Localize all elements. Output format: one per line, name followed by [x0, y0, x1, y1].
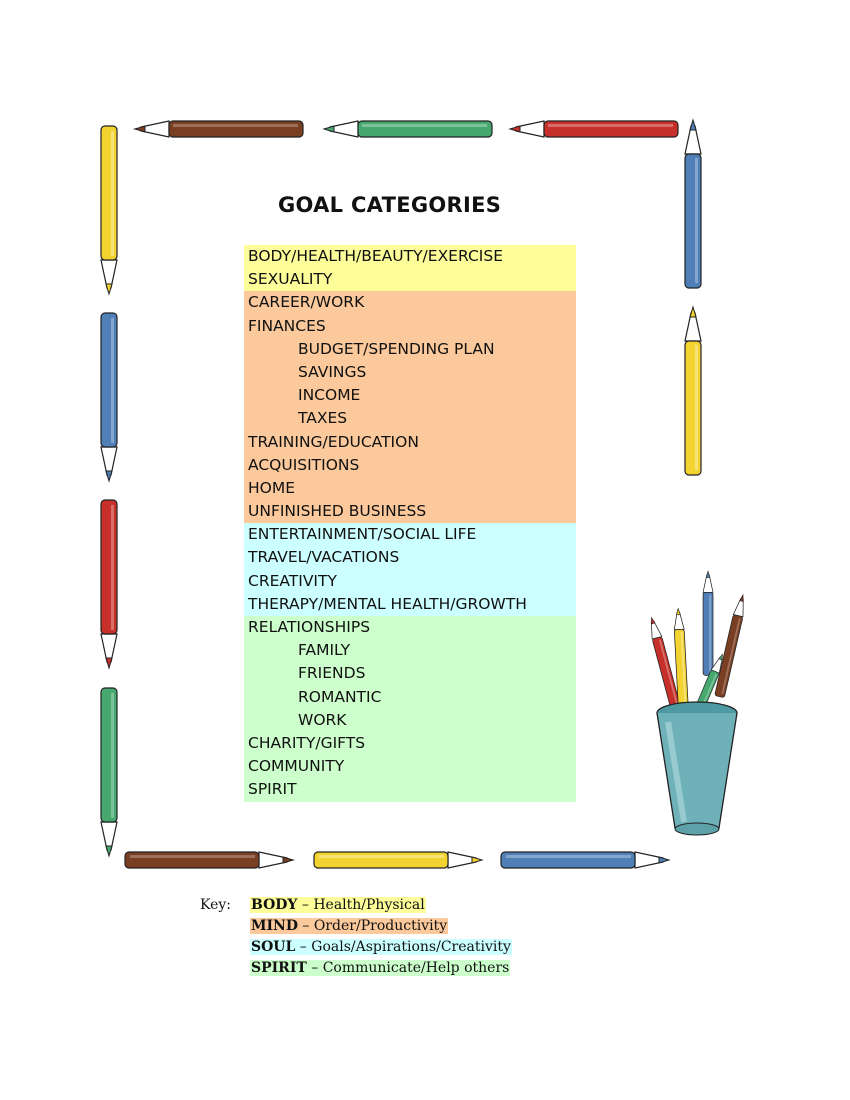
pencil-right-blue	[685, 120, 701, 288]
pencil-bottom-blue	[501, 852, 669, 868]
key-description: – Order/Productivity	[297, 918, 448, 934]
category-item: CREATIVITY	[244, 570, 576, 593]
category-item: CHARITY/GIFTS	[244, 732, 576, 755]
category-item: UNFINISHED BUSINESS	[244, 500, 576, 523]
pencil-left-red	[101, 500, 117, 668]
category-item: TAXES	[244, 407, 576, 430]
key-label: Key:	[200, 897, 231, 913]
pencil-left-green	[101, 688, 117, 856]
key-item-spirit	[250, 958, 512, 979]
pencil-right-yellow	[685, 307, 701, 475]
pencil-left-blue	[101, 313, 117, 481]
category-item: BUDGET/SPENDING PLAN	[244, 338, 576, 361]
category-item: COMMUNITY	[244, 755, 576, 778]
key-description: – Health/Physical	[297, 897, 425, 913]
pencil-top-red	[510, 121, 678, 137]
category-item: SPIRIT	[244, 778, 576, 801]
category-item: TRAVEL/VACATIONS	[244, 546, 576, 569]
key-description: – Communicate/Help others	[306, 960, 510, 976]
key-highlight	[250, 939, 512, 955]
goal-category-list	[244, 245, 576, 802]
category-item: HOME	[244, 477, 576, 500]
key-item-soul	[250, 937, 512, 958]
pencil-cup-illustration	[647, 571, 748, 835]
category-item: WORK	[244, 709, 576, 732]
key-highlight	[250, 918, 448, 934]
category-item: FAMILY	[244, 639, 576, 662]
category-item: ROMANTIC	[244, 686, 576, 709]
category-item: TRAINING/EDUCATION	[244, 431, 576, 454]
category-item: BODY/HEALTH/BEAUTY/EXERCISE	[244, 245, 576, 268]
key-highlight	[250, 897, 426, 913]
category-item: FRIENDS	[244, 662, 576, 685]
pencil-left-yellow	[101, 126, 117, 294]
key-item-mind	[250, 916, 512, 937]
category-item: ENTERTAINMENT/SOCIAL LIFE	[244, 523, 576, 546]
category-item: FINANCES	[244, 315, 576, 338]
category-item: SAVINGS	[244, 361, 576, 384]
key-description: – Goals/Aspirations/Creativity	[295, 939, 511, 955]
key-highlight	[250, 960, 510, 976]
key-items	[250, 895, 512, 979]
category-item: ACQUISITIONS	[244, 454, 576, 477]
category-item: RELATIONSHIPS	[244, 616, 576, 639]
category-item: INCOME	[244, 384, 576, 407]
pencil-bottom-yellow	[314, 852, 482, 868]
category-item: SEXUALITY	[244, 268, 576, 291]
page-title: GOAL CATEGORIES	[278, 193, 502, 217]
pencil-bottom-brown	[125, 852, 295, 868]
key-item-body	[250, 895, 512, 916]
key-name: BODY	[251, 897, 298, 913]
key-name: SOUL	[251, 939, 296, 955]
category-item: CAREER/WORK	[244, 291, 576, 314]
key-name: SPIRIT	[251, 960, 307, 976]
pencil-top-brown	[133, 121, 303, 137]
pencil-top-green	[324, 121, 492, 137]
key-name: MIND	[251, 918, 298, 934]
category-item: THERAPY/MENTAL HEALTH/GROWTH	[244, 593, 576, 616]
